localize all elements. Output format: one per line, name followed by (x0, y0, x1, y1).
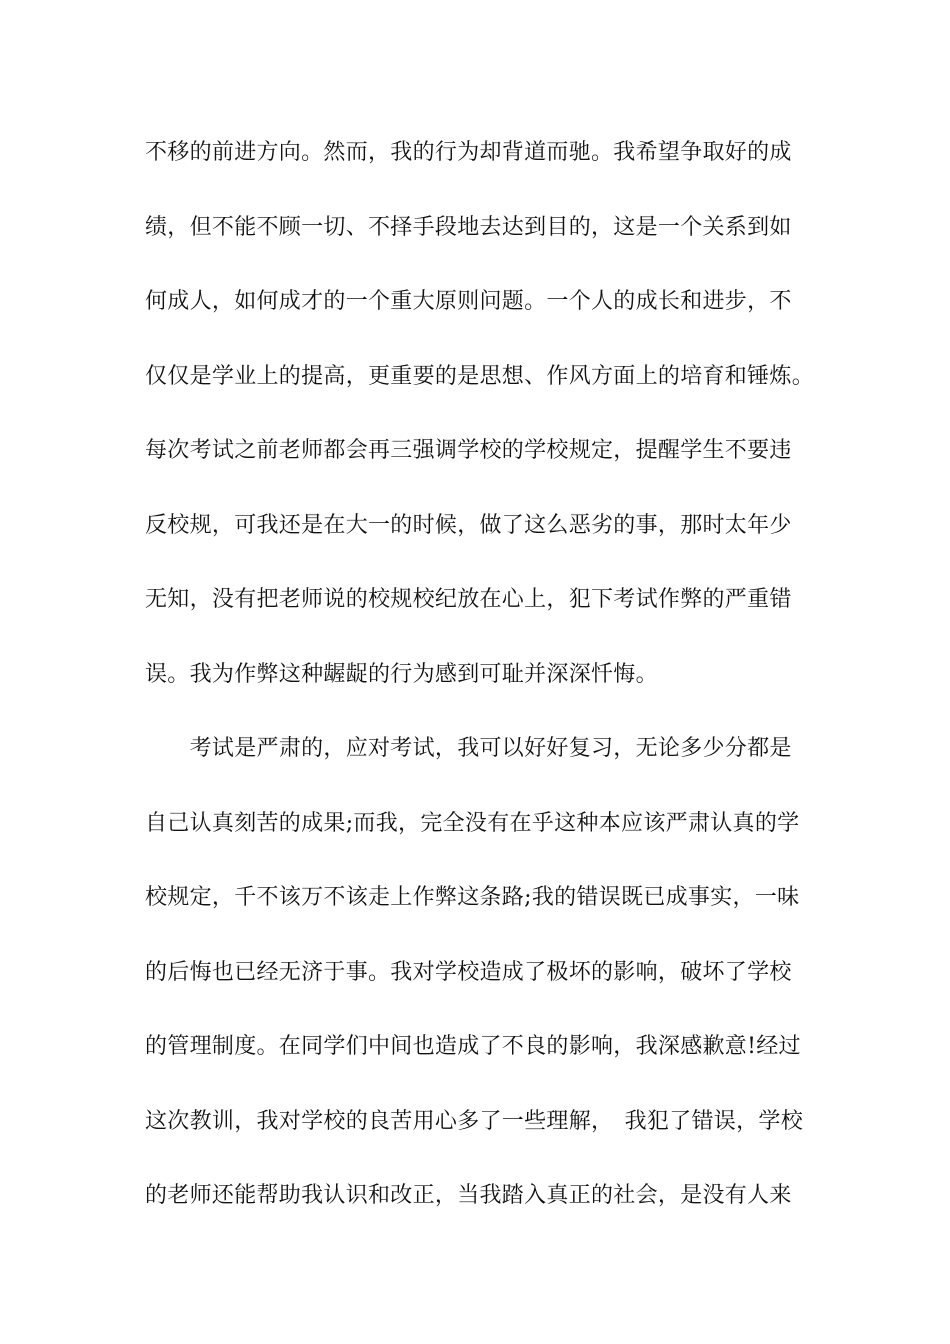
text-line-13: 的管理制度。在同学们中间也造成了不良的影响，我深感歉意!经过 (145, 1034, 801, 1059)
text-line-2: 绩，但不能不顾一切、不择手段地去达到目的，这是一个关系到如 (145, 214, 792, 240)
text-line-3: 何成人，如何成才的一个重大原则问题。一个人的成长和进步，不 (145, 289, 792, 314)
text-line-14: 这次教训，我对学校的良苦用心多了一些理解， 我犯了错误，学校 (145, 1108, 804, 1134)
text-line-11: 校规定，千不该万不该走上作弊这条路;我的错误既已成事实，一味 (145, 885, 800, 910)
text-line-12: 的后悔也已经无济于事。我对学校造成了极坏的影响，破坏了学校 (145, 959, 792, 985)
text-line-1: 不移的前进方向。然而，我的行为却背道而驰。我希望争取好的成 (145, 140, 792, 165)
text-line-6: 反校规，可我还是在大一的时候，做了这么恶劣的事，那时太年少 (145, 512, 792, 538)
text-line-4: 仅仅是学业上的提高，更重要的是思想、作风方面上的培育和锤炼。 (145, 363, 815, 389)
text-line-7: 无知，没有把老师说的校规校纪放在心上，犯下考试作弊的严重错 (145, 587, 792, 612)
text-line-8: 误。我为作弊这种龌龊的行为感到可耻并深深忏悔。 (145, 661, 658, 687)
text-line-9: 考试是严肃的，应对考试，我可以好好复习，无论多少分都是 (145, 736, 792, 761)
text-line-5: 每次考试之前老师都会再三强调学校的学校规定，提醒学生不要违 (145, 438, 792, 463)
body-text (145, 133, 815, 1251)
text-line-10: 自己认真刻苦的成果;而我，完全没有在乎这种本应该严肃认真的学 (145, 810, 800, 836)
text-line-15: 的老师还能帮助我认识和改正，当我踏入真正的社会，是没有人来 (145, 1183, 792, 1208)
